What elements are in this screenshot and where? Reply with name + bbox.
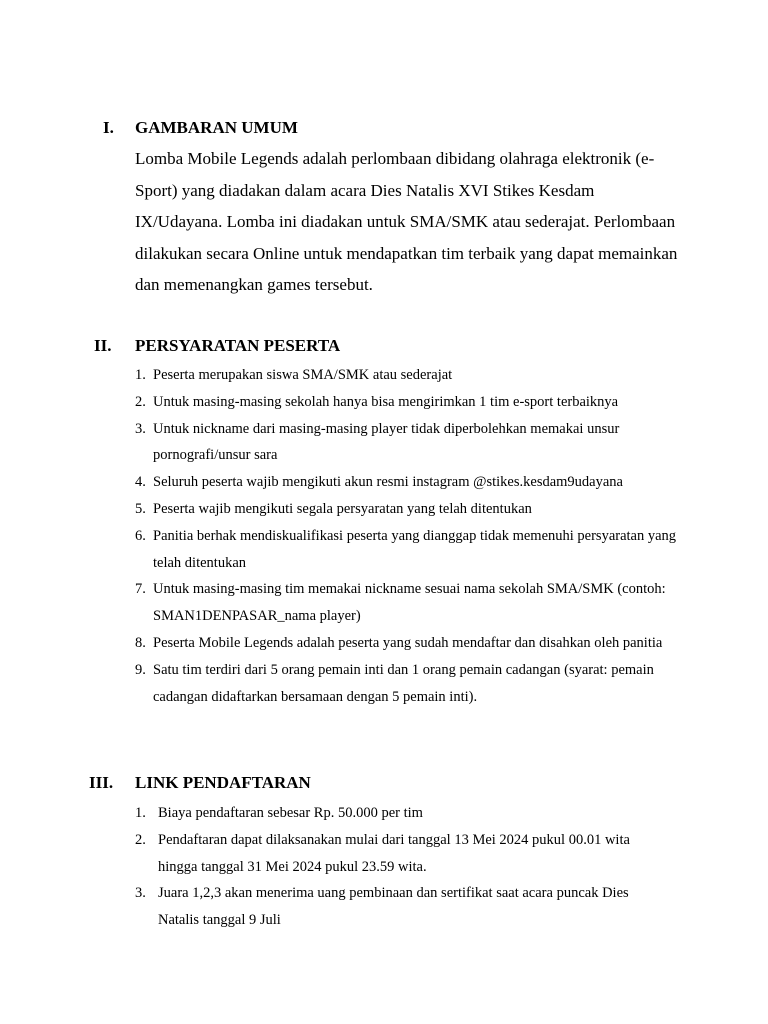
list-item-number: 2. [135, 831, 146, 848]
list-item-text: Pendaftaran dapat dilaksanakan mulai dari tanggal 13 Mei 2024 pukul 00.01 wita hingga tanggal 31 Mei 2024 pukul 23.59 wita. [158, 831, 630, 875]
list-item-text: Peserta Mobile Legends adalah peserta yang sudah mendaftar dan disahkan oleh panitia [153, 634, 663, 651]
list-item-number: 2. [135, 393, 146, 410]
list-item-text: Biaya pendaftaran sebesar Rp. 50.000 per tim [158, 805, 423, 821]
list-item-number: 7. [135, 581, 146, 598]
list-item [135, 827, 663, 881]
list-item [135, 389, 681, 416]
list-item [135, 880, 663, 934]
list-item-text: Peserta wajib mengikuti segala persyaratan yang telah ditentukan [153, 500, 532, 517]
list-item [135, 657, 681, 711]
list-item-number: 3. [135, 420, 146, 437]
list-item [135, 469, 681, 496]
list-item [135, 496, 681, 523]
list-item [135, 523, 681, 577]
list-item [135, 630, 681, 657]
list-item-number: 6. [135, 527, 146, 544]
list-item-text: Panitia berhak mendiskualifikasi peserta yang dianggap tidak memenuhi persyaratan yang telah ditentukan [153, 527, 677, 571]
list-item-number: 4. [135, 474, 146, 491]
section-number: III. [89, 773, 114, 792]
list-item-number: 1. [135, 367, 146, 383]
list-item-text: Untuk masing-masing sekolah hanya bisa mengirimkan 1 tim e-sport terbaiknya [153, 393, 619, 410]
list-item-text: Untuk nickname dari masing-masing player tidak diperbolehkan memakai unsur pornografi/unsur sara [153, 420, 620, 464]
list-item-text: Satu tim terdiri dari 5 orang pemain inti dan 1 orang pemain cadangan (syarat: pemain cadangan didaftarkan bersamaan dengan 5 pemain inti). [153, 661, 654, 705]
list-item [135, 362, 681, 389]
requirements-list [135, 362, 681, 710]
section-number: I. [103, 118, 114, 137]
list-item-text: Juara 1,2,3 akan menerima uang pembinaan dan sertifikat saat acara puncak Dies Natalis tanggal 9 Juli [158, 885, 629, 929]
list-item-number: 1. [135, 805, 146, 821]
list-item-text: Untuk masing-masing tim memakai nickname sesuai nama sekolah SMA/SMK (contoh: SMAN1DENPASAR_nama player) [153, 581, 666, 625]
list-item [135, 576, 681, 630]
list-item-number: 8. [135, 634, 146, 651]
section-title: LINK PENDAFTARAN [135, 773, 311, 792]
list-item [135, 800, 663, 827]
section-title: GAMBARAN UMUM [135, 118, 298, 137]
list-item-number: 3. [135, 885, 146, 902]
list-item-number: 9. [135, 661, 146, 678]
list-item-number: 5. [135, 500, 146, 517]
section-number: II. [94, 336, 112, 355]
registration-list [135, 800, 663, 934]
section-title: PERSYARATAN PESERTA [135, 336, 341, 355]
list-item-text: Peserta merupakan siswa SMA/SMK atau sederajat [153, 367, 453, 383]
list-item-text: Seluruh peserta wajib mengikuti akun resmi instagram @stikes.kesdam9udayana [153, 474, 623, 491]
section-body: Lomba Mobile Legends adalah perlombaan dibidang olahraga elektronik (e-Sport) yang diadakan dalam acara Dies Natalis XVI Stikes Kesdam IX/Udayana. Lomba ini diadakan untuk SMA/SMK atau sederajat. Perlombaan dilakukan secara Online untuk mendapatkan tim terbaik yang dapat memainkan dan memenangkan games tersebut. [135, 149, 678, 294]
list-item [135, 416, 681, 470]
